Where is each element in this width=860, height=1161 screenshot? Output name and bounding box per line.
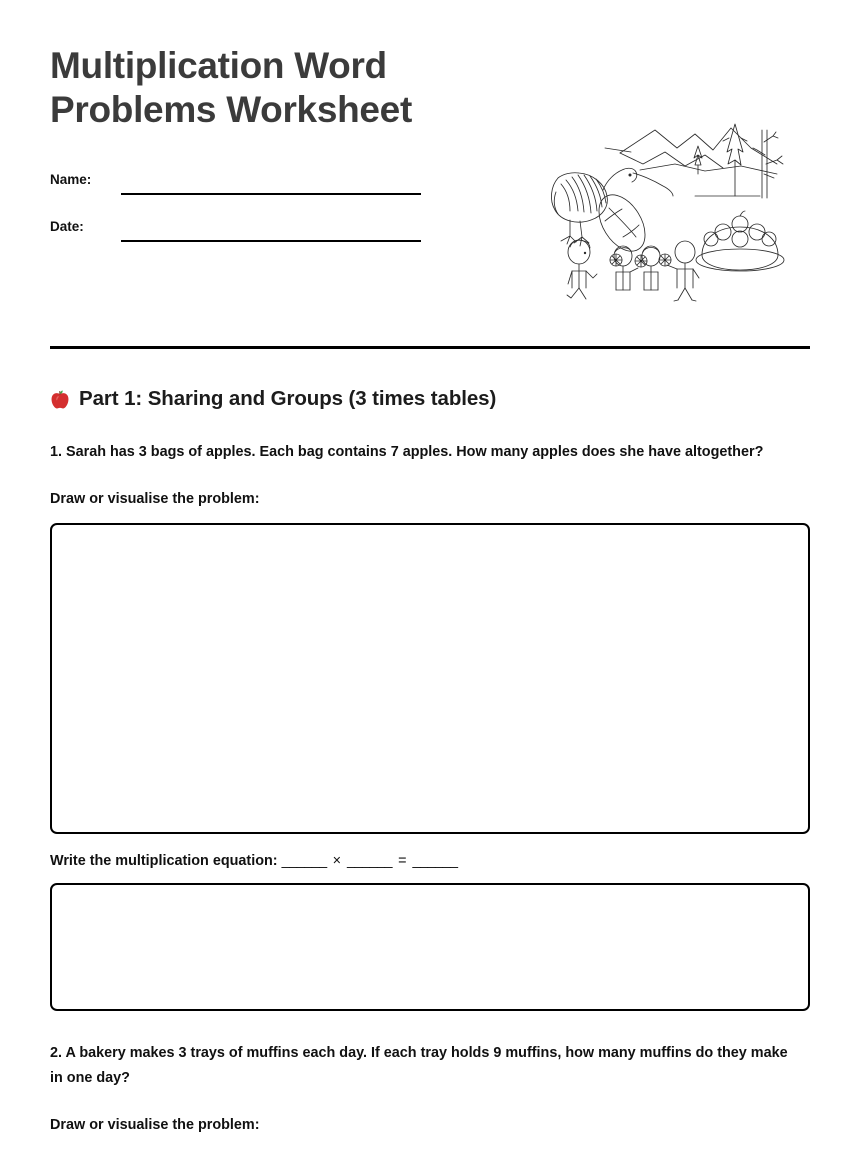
question-2-block [50,1041,810,1135]
pavlova-cake-icon [696,211,784,271]
question-1-blank-factor-2[interactable]: ______ [347,852,393,869]
apple-icon [50,389,70,410]
header-divider [50,346,810,349]
question-2-text: 2. A bakery makes 3 trays of muffins each day. If each tray holds 9 muffins, how many muffins do they make in one day? [50,1044,788,1087]
date-field-writing-line[interactable] [121,240,421,242]
question-2-draw-prompt: Draw or visualise the problem: [50,1117,260,1134]
section-heading-label: Part 1: Sharing and Groups (3 times tables) [79,387,497,410]
mountains-icon [605,128,777,174]
bare-tree-icon [753,130,783,198]
child-holding-ball-icon [635,246,671,290]
child-with-fruit-icon [610,246,638,290]
kiwi-bird-icon [551,168,673,246]
page-title [50,44,480,131]
equals-sign: = [398,852,407,869]
multiplication-sign: × [332,852,342,869]
question-1-blank-product[interactable]: ______ [412,852,458,869]
question-1-drawing-box[interactable] [50,523,810,834]
children-group-icon [567,240,699,301]
question-1-equation-line [50,853,810,869]
tall-pine-icon [723,124,747,196]
question-1-blank-factor-1[interactable]: ______ [281,852,327,869]
page-title-line-1: Multiplication Word [50,45,387,86]
header-illustration [545,108,815,303]
name-field-label: Name: [50,171,92,187]
worksheet-header [50,0,810,290]
question-1-draw-prompt: Draw or visualise the problem: [50,490,260,507]
section-heading-part-1 [50,387,810,411]
date-field-label: Date: [50,218,84,234]
name-field-writing-line[interactable] [121,193,421,195]
page-title-line-2: Problems Worksheet [50,88,412,130]
question-1-equation-label: Write the multiplication equation: [50,852,278,869]
child-reaching-icon [667,241,699,301]
child-running-icon [567,240,597,299]
question-1-text: 1. Sarah has 3 bags of apples. Each bag contains 7 apples. How many apples does she have altogether? [50,444,764,460]
question-1-answer-box[interactable] [50,883,810,1011]
